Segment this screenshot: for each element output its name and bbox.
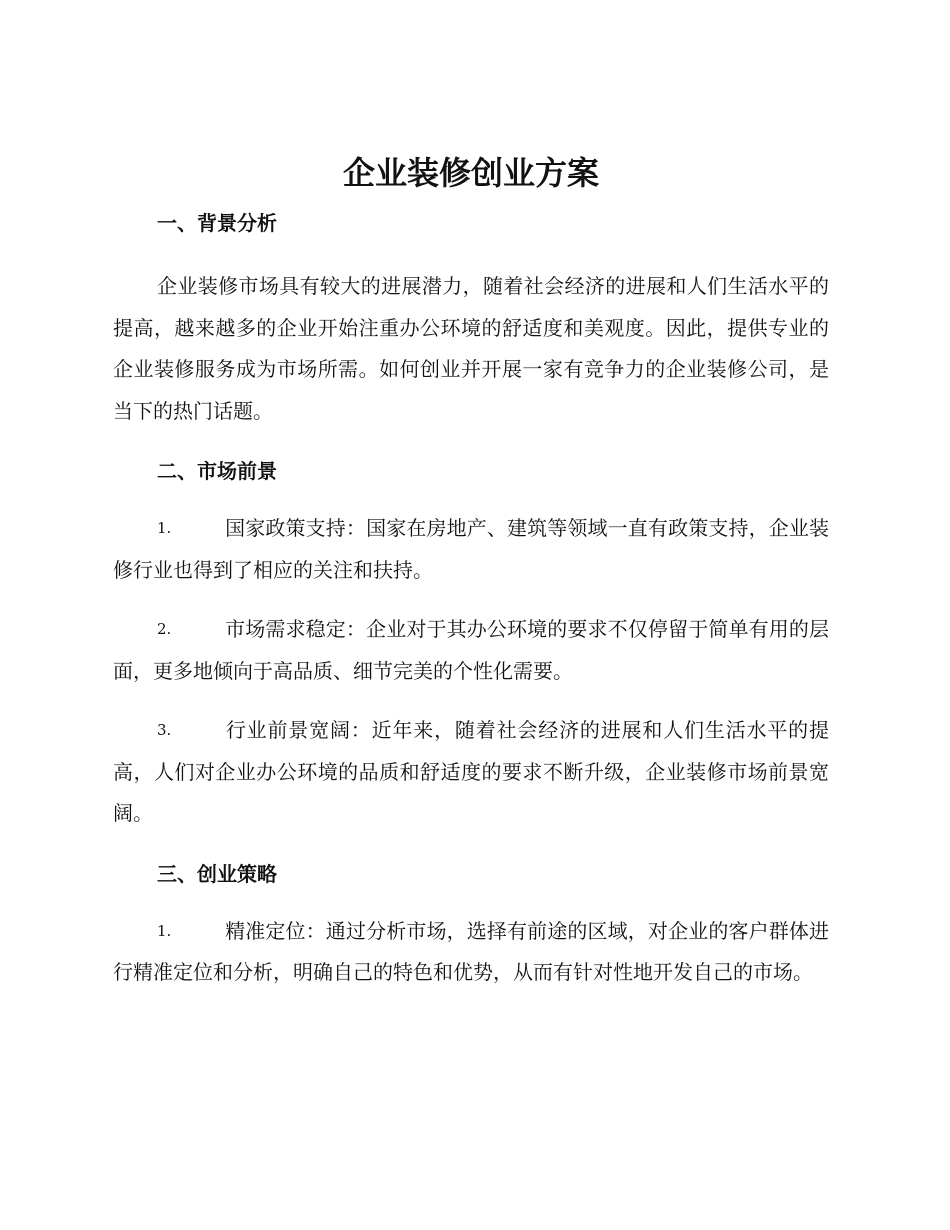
section-heading-strategy: 三、创业策略: [157, 861, 277, 886]
list-item: [113, 508, 829, 591]
list-item-number: 2.: [157, 620, 172, 638]
list-item-text: 市场需求稳定：企业对于其办公环境的要求不仅停留于简单有用的层面，更多地倾向于高品质、细节完美的个性化需要。: [113, 617, 829, 683]
list-item: [113, 911, 829, 994]
list-item-text: 精准定位：通过分析市场，选择有前途的区域，对企业的客户群体进行精准定位和分析，明确自己的特色和优势，从而有针对性地开发自己的市场。: [113, 918, 829, 984]
list-item: [113, 710, 829, 835]
list-item-text: 国家政策支持：国家在房地产、建筑等领域一直有政策支持，企业装修行业也得到了相应的关注和扶持。: [113, 516, 829, 582]
list-item: [113, 609, 829, 692]
list-item-number: 1.: [157, 519, 172, 537]
list-item-number: 3.: [157, 721, 172, 739]
document-body: [113, 150, 829, 994]
list-item-number: 1.: [157, 921, 172, 940]
background-paragraph: 企业装修市场具有较大的进展潜力，随着社会经济的进展和人们生活水平的提高，越来越多的企业开始注重办公环境的舒适度和美观度。因此，提供专业的企业装修服务成为市场所需。如何创业并开展一家有竞争力的企业装修公司，是当下的热门话题。: [113, 274, 829, 423]
section-heading-background: 一、背景分析: [157, 211, 277, 235]
list-item-text: 行业前景宽阔：近年来，随着社会经济的进展和人们生活水平的提高，人们对企业办公环境的品质和舒适度的要求不断升级，企业装修市场前景宽阔。: [113, 718, 829, 825]
section-heading-market: 二、市场前景: [157, 459, 277, 483]
document-title: 企业装修创业方案: [342, 154, 599, 192]
